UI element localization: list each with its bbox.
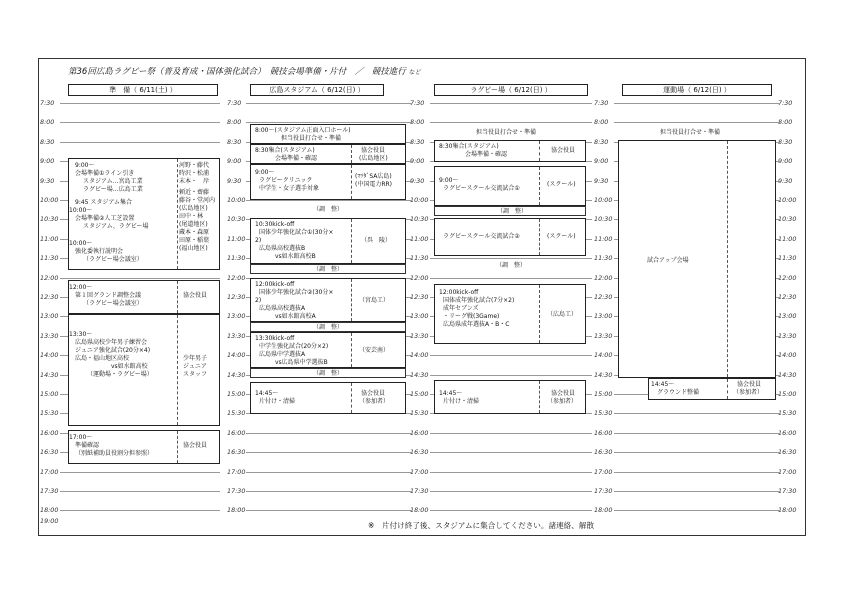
time-label: 10:00 [778, 196, 797, 204]
rugby-block-4 [434, 218, 586, 256]
divider [539, 219, 540, 255]
prep-staff: 藤谷・堂河内 [179, 197, 216, 204]
time-label: 17:30 [227, 487, 246, 495]
time-label: 11:00 [227, 234, 246, 243]
prep-text: 会場準備①ライン引き [75, 170, 135, 177]
stadium-staff: (広島地区) [359, 155, 388, 162]
stadium-text: 担当役員打合せ・準備 [281, 135, 342, 142]
stadium-adjust: （調 整） [313, 370, 344, 377]
time-label: 14:00 [410, 351, 429, 360]
time-label: 12:30 [410, 293, 429, 301]
time-label: 12:30 [40, 293, 59, 301]
rugby-adjust-box [434, 206, 586, 216]
time-label: 14:30 [410, 370, 429, 379]
undo-block-main [618, 140, 776, 378]
rugby-staff: （広島工） [547, 311, 578, 318]
time-label: 13:30 [778, 331, 797, 340]
time-label: 8:00 [227, 118, 242, 127]
time-label: 17:00 [40, 467, 59, 476]
time-guide-line [60, 491, 220, 492]
time-label: 11:30 [778, 254, 797, 263]
header-undo: 運動場（ 6/12(日) ） [622, 84, 772, 96]
time-label: 7:30 [778, 99, 793, 107]
time-label: 17:00 [410, 467, 429, 476]
rugby-adjust: （調 整） [496, 262, 527, 269]
undo-text: グラウンド整備 [657, 389, 700, 396]
stadium-text: 8:30集合(スタジアム) [255, 147, 315, 154]
stadium-text: 2) [255, 297, 262, 304]
time-label: 16:00 [594, 428, 613, 437]
prep-staff: 末本・ 岸 [179, 178, 210, 185]
time-guide-line [430, 472, 592, 473]
rugby-block-2 [434, 140, 586, 162]
time-label: 17:00 [227, 467, 246, 476]
stadium-text: 中学生・女子選手対象 [259, 185, 320, 192]
divider [351, 279, 352, 321]
time-guide-line [246, 472, 412, 473]
time-label: 15:30 [40, 409, 59, 418]
prep-block-noon [68, 280, 220, 314]
stadium-text: 10:30kick-off [255, 221, 295, 228]
prep-text: （別紙補助員役割分担参照） [75, 450, 154, 457]
stadium-text: 会場準備・確認 [275, 155, 318, 162]
prep-text: （ラグビー場会議室） [83, 256, 143, 263]
prep-staff: 蔵本・森原 [179, 229, 210, 236]
rugby-block-6 [434, 380, 586, 414]
time-label: 13:00 [410, 312, 429, 321]
stadium-adjust-box [250, 322, 406, 332]
page-title [68, 65, 420, 77]
stadium-block-5 [250, 278, 406, 322]
time-label: 10:30 [410, 215, 429, 224]
time-label: 16:30 [594, 448, 613, 457]
prep-staff: (広島地区) [179, 205, 208, 212]
time-guide-line [60, 103, 220, 104]
rugby-text: 片付け・清掃 [443, 398, 480, 405]
time-label: 13:00 [40, 312, 59, 321]
time-label: 16:30 [227, 448, 246, 457]
stadium-block-2 [250, 144, 406, 164]
time-label: 15:30 [410, 409, 429, 418]
time-label: 16:00 [778, 428, 797, 437]
time-guide-line [246, 103, 412, 104]
time-guide-line [430, 103, 592, 104]
time-label: 14:00 [40, 351, 59, 360]
prep-text: vs如水館高校 [111, 363, 148, 370]
stadium-text: ラグビークリニック [259, 177, 313, 184]
stadium-staff: 協会役員 [361, 390, 386, 397]
prep-block-afternoon [68, 314, 220, 426]
divider [539, 167, 540, 205]
time-label: 13:30 [594, 331, 613, 340]
stadium-block-3 [250, 164, 406, 200]
time-label: 12:00 [594, 273, 613, 282]
time-guide-line [246, 491, 412, 492]
rugby-block-5 [434, 284, 586, 344]
rugby-text: 12:00kick-off [439, 289, 479, 296]
prep-staff: 協会役員 [183, 292, 208, 299]
time-label: 9:00 [594, 157, 609, 166]
time-guide-line [430, 278, 592, 279]
stadium-staff: （宮島工） [359, 297, 390, 304]
prep-text: 広島・福山地区高校 [75, 355, 130, 362]
prep-block-morning [68, 158, 220, 270]
time-guide-line [60, 510, 220, 511]
time-label: 13:00 [594, 312, 613, 321]
time-guide-line [430, 355, 592, 356]
time-label: 16:00 [40, 428, 59, 437]
time-label: 14:30 [594, 370, 613, 379]
stadium-text: 片付け・清掃 [259, 398, 296, 405]
time-label: 8:00 [40, 118, 55, 127]
stadium-block-1 [250, 124, 406, 144]
stadium-block-4 [250, 218, 406, 264]
prep-staff: 協会役員 [183, 442, 208, 449]
prep-text: スタジアム…宮島工業 [83, 178, 143, 185]
time-label: 13:30 [410, 331, 429, 340]
stadium-text: 広島県高校選抜B [259, 245, 306, 252]
time-label: 15:00 [778, 390, 797, 398]
rugby-text: 14:45～ [439, 390, 463, 397]
prep-text: 準備確認 [75, 442, 100, 449]
divider [177, 315, 178, 425]
time-label: 15:00 [227, 390, 246, 398]
prep-text: 9:45 スタジアム集合 [75, 199, 132, 206]
rugby-adjust: （調 整） [497, 208, 528, 215]
rugby-staff: (スクール) [547, 181, 576, 188]
rugby-text: 成年セブンズ [443, 305, 479, 312]
title-suffix: など [408, 69, 421, 76]
rugby-text: 8:30集合(スタジアム) [439, 143, 499, 150]
time-label: 14:00 [594, 351, 613, 360]
time-guide-line [60, 278, 220, 279]
divider [351, 165, 352, 199]
prep-text: ジュニア強化試合(20分×4) [75, 347, 151, 354]
time-label: 14:00 [778, 351, 797, 360]
stadium-text: 12:00kick-off [255, 281, 295, 288]
prep-text: 強化委執行説明会 [75, 248, 124, 255]
stadium-text: vs広島県中学選抜B [275, 359, 328, 366]
rugby-staff: (スクール) [547, 233, 576, 240]
prep-staff: 時沢・松浦 [179, 170, 210, 177]
stadium-adjust: （調 整） [313, 206, 344, 213]
stadium-text: 広島県高校選抜A [259, 305, 306, 312]
time-label: 16:00 [410, 428, 429, 437]
prep-staff: 田中・林 [179, 213, 204, 220]
rugby-text: ラグビースクール交流試合① [443, 185, 520, 192]
title-main: 第36回広島ラグビー祭（普及育成・国体強化試合） 競技会場準備・片付 ／ 競技進行 [68, 67, 406, 77]
rugby-staff: 協会役員 [551, 390, 576, 397]
time-label: 11:00 [778, 234, 797, 243]
divider [351, 145, 352, 163]
time-guide-line [614, 472, 780, 473]
divider [351, 219, 352, 263]
time-label: 10:00 [40, 196, 59, 204]
time-label: 7:30 [410, 99, 425, 107]
time-label: 9:30 [40, 176, 55, 185]
time-label: 10:30 [778, 215, 797, 224]
time-label: 10:30 [40, 215, 59, 224]
stadium-staff: （安芸南） [359, 347, 390, 354]
rugby-text: 9:00～ [439, 177, 459, 184]
rugby-staff: （参加者） [547, 398, 578, 405]
stadium-text: 中学生強化試合(20分×2) [259, 343, 329, 350]
time-guide-line [430, 258, 592, 259]
time-label: 16:30 [410, 448, 429, 457]
time-label: 15:30 [594, 409, 613, 418]
prep-text: 10:00～ [69, 240, 93, 247]
stadium-text: 14:45～ [255, 390, 279, 397]
time-label: 9:00 [410, 157, 425, 166]
time-label: 17:30 [40, 487, 59, 495]
time-guide-line [430, 375, 592, 376]
prep-staff: 河野・藤代 [179, 162, 210, 169]
time-label: 15:30 [227, 409, 246, 418]
rugby-staff: 協会役員 [551, 147, 576, 154]
prep-text: 17:00～ [69, 434, 93, 441]
header-prep: 準 備（ 6/11(土) ） [68, 84, 218, 96]
prep-text: 会場準備②人工芝設置 [75, 215, 135, 222]
time-label: 8:00 [594, 118, 609, 127]
time-label: 9:30 [410, 176, 425, 185]
undo-text: 試合アップ会場 [647, 257, 689, 264]
time-label: 11:30 [594, 254, 613, 263]
time-guide-line [614, 413, 780, 414]
prep-text: 9:00～ [75, 162, 95, 169]
time-label: 11:00 [40, 234, 59, 243]
time-label: 10:00 [410, 196, 429, 204]
time-label: 11:30 [40, 254, 59, 263]
divider [351, 333, 352, 367]
time-guide-line [60, 142, 220, 143]
time-label: 17:00 [778, 467, 797, 476]
divider [177, 431, 178, 463]
divider [539, 381, 540, 413]
prep-staff: 少年男子 [183, 355, 208, 362]
rugby-text: ・リーグ戦(3Game) [443, 313, 500, 320]
stadium-text: 広島県中学選抜A [259, 351, 306, 358]
time-label: 18:00 [778, 506, 797, 515]
time-label: 17:30 [410, 487, 429, 495]
stadium-text: 9:00～ [255, 169, 275, 176]
time-label: 9:30 [227, 176, 242, 185]
time-label: 15:00 [594, 390, 613, 398]
time-label: 18:00 [227, 506, 246, 515]
time-label: 12:30 [778, 293, 797, 301]
time-label: 17:30 [594, 487, 613, 495]
prep-staff: 田原・稲葉 [179, 237, 210, 244]
divider [727, 141, 728, 377]
prep-text: 広島県高校少年男子練習会 [75, 339, 148, 346]
time-label: 9:30 [778, 176, 793, 185]
divider [177, 281, 178, 313]
divider [177, 159, 178, 269]
time-label: 12:30 [594, 293, 613, 301]
time-guide-line [614, 103, 780, 104]
time-guide-line [614, 122, 780, 123]
time-guide-line [430, 491, 592, 492]
time-guide-line [246, 452, 412, 453]
rugby-text: 国体成年強化試合(7分×2) [443, 297, 515, 304]
undo-staff: （参加者） [733, 389, 764, 396]
divider [539, 285, 540, 343]
time-label: 8:30 [410, 137, 425, 146]
time-label: 8:00 [778, 118, 793, 127]
prep-text: 12:00～ [69, 284, 93, 291]
undo-block-end [648, 378, 776, 400]
time-guide-line [430, 510, 592, 511]
time-guide-line [614, 452, 780, 453]
prep-text: スタジアム、ラグビー場 [83, 223, 149, 230]
divider [727, 379, 728, 399]
time-label: 12:00 [40, 273, 59, 282]
time-label: 8:30 [40, 137, 55, 146]
time-label: 15:30 [778, 409, 797, 418]
stadium-staff: (中国電力RR) [355, 181, 393, 188]
time-label: 18:00 [40, 506, 59, 515]
time-label: 8:30 [227, 137, 242, 146]
time-label: 13:30 [40, 331, 59, 340]
time-label: 10:30 [227, 215, 246, 224]
time-label: 9:30 [594, 176, 609, 185]
time-label: 13:00 [778, 312, 797, 321]
prep-staff: (尾道地区) [179, 221, 208, 228]
time-label: 8:30 [778, 137, 793, 146]
time-label: 18:00 [410, 506, 429, 515]
rugby-block-3 [434, 166, 586, 206]
time-label: 12:00 [227, 273, 246, 282]
rugby-text: 広島県成年選抜A・B・C [443, 321, 510, 328]
stadium-block-6 [250, 332, 406, 368]
time-label: 9:00 [40, 157, 55, 166]
time-label: 11:30 [410, 254, 429, 263]
prep-text: 10:00～ [69, 207, 93, 214]
time-guide-line [246, 433, 412, 434]
stadium-text: 国体少年強化試合②(30分× [259, 289, 334, 296]
stadium-text: vs如水館高校B [275, 253, 316, 260]
time-label: 14:30 [778, 370, 797, 379]
time-label: 17:00 [594, 467, 613, 476]
time-label: 12:30 [227, 293, 246, 301]
time-label: 8:00 [410, 118, 425, 127]
stadium-adjust: （調 整） [313, 324, 344, 331]
time-label: 10:30 [594, 215, 613, 224]
time-label: 14:30 [40, 370, 59, 379]
time-label: 13:00 [227, 312, 246, 321]
time-label: 14:30 [227, 370, 246, 379]
stadium-text: 2) [255, 237, 262, 244]
time-label: 14:00 [227, 351, 246, 360]
time-label: 13:30 [227, 331, 246, 340]
rugby-text: 会場準備・確認 [465, 151, 508, 158]
time-label: 18:00 [594, 506, 613, 515]
time-guide-line [430, 433, 592, 434]
time-label: 11:00 [410, 234, 429, 243]
time-label: 7:30 [227, 99, 242, 107]
prep-staff: (福山地区) [179, 245, 208, 252]
undo-text: 14:45～ [651, 381, 675, 388]
stadium-adjust-box [250, 264, 406, 274]
divider [539, 141, 540, 161]
rugby-text: 担当役員打合せ・準備 [476, 129, 537, 136]
stadium-text: vs如水館高校A [275, 313, 316, 320]
time-guide-line [430, 122, 592, 123]
time-label: 7:30 [594, 99, 609, 107]
time-guide-line [430, 452, 592, 453]
time-guide-line [614, 491, 780, 492]
undo-text: 担当役員打合せ・準備 [660, 129, 721, 136]
stadium-staff: (ﾏﾂﾀﾞSA広島) [355, 173, 392, 180]
time-label: 16:30 [778, 448, 797, 457]
time-label: 15:00 [40, 390, 59, 398]
stadium-staff: 協会役員 [361, 147, 386, 154]
prep-text: ラグビー場…広島工業 [83, 186, 143, 193]
header-rugby: ラグビー場（ 6/12(日) ） [434, 84, 588, 96]
time-guide-line [60, 472, 220, 473]
stadium-block-7 [250, 382, 406, 414]
stadium-text: 8:00～(スタジアム正面入口ホール) [255, 127, 351, 134]
time-label: 12:00 [778, 273, 797, 282]
time-label: 15:00 [410, 390, 429, 398]
time-guide-line [60, 122, 220, 123]
time-label: 11:00 [594, 234, 613, 243]
time-label: 7:30 [40, 99, 55, 107]
time-guide-line [246, 200, 412, 201]
time-label: 19:00 [40, 517, 59, 525]
time-label: 10:00 [227, 196, 246, 204]
time-guide-line [614, 433, 780, 434]
time-label: 17:30 [778, 487, 797, 495]
time-label: 12:00 [410, 273, 429, 282]
prep-text: （ラグビー場会議室） [83, 300, 143, 307]
time-label: 16:00 [227, 428, 246, 437]
footnote: ※ 片付け終了後、スタジアムに集合してください。諸連絡、解散 [368, 521, 595, 530]
time-label: 16:30 [40, 448, 59, 457]
stadium-adjust-box [250, 368, 406, 378]
time-label: 9:00 [227, 157, 242, 166]
stadium-staff: （呉 陵） [361, 237, 392, 244]
undo-staff: 協会役員 [737, 381, 762, 388]
divider [351, 383, 352, 413]
stadium-adjust: （調 整） [313, 266, 344, 273]
prep-text: （運動場・ラグビー場） [87, 371, 153, 378]
time-label: 11:30 [227, 254, 246, 263]
header-stadium: 広島スタジアム（ 6/12(日) ） [250, 84, 384, 96]
rugby-text: ラグビースクール交流試合② [443, 233, 520, 240]
stadium-text: 13:30kick-off [255, 335, 295, 342]
prep-staff: ジュニア [183, 363, 207, 370]
stadium-staff: （参加者） [359, 398, 390, 405]
time-guide-line [246, 510, 412, 511]
time-guide-line [614, 510, 780, 511]
stadium-text: 国体少年強化試合①(30分× [259, 229, 334, 236]
prep-staff: 頼近・齋藤 [179, 189, 210, 196]
time-label: 8:30 [594, 137, 609, 146]
time-label: 10:00 [594, 196, 613, 204]
time-label: 9:00 [778, 157, 793, 166]
prep-text: 第１回グランド調整会議 [75, 292, 142, 299]
prep-staff: スタッフ [183, 371, 208, 378]
prep-text: 13:30～ [69, 331, 93, 338]
prep-block-evening [68, 430, 220, 464]
